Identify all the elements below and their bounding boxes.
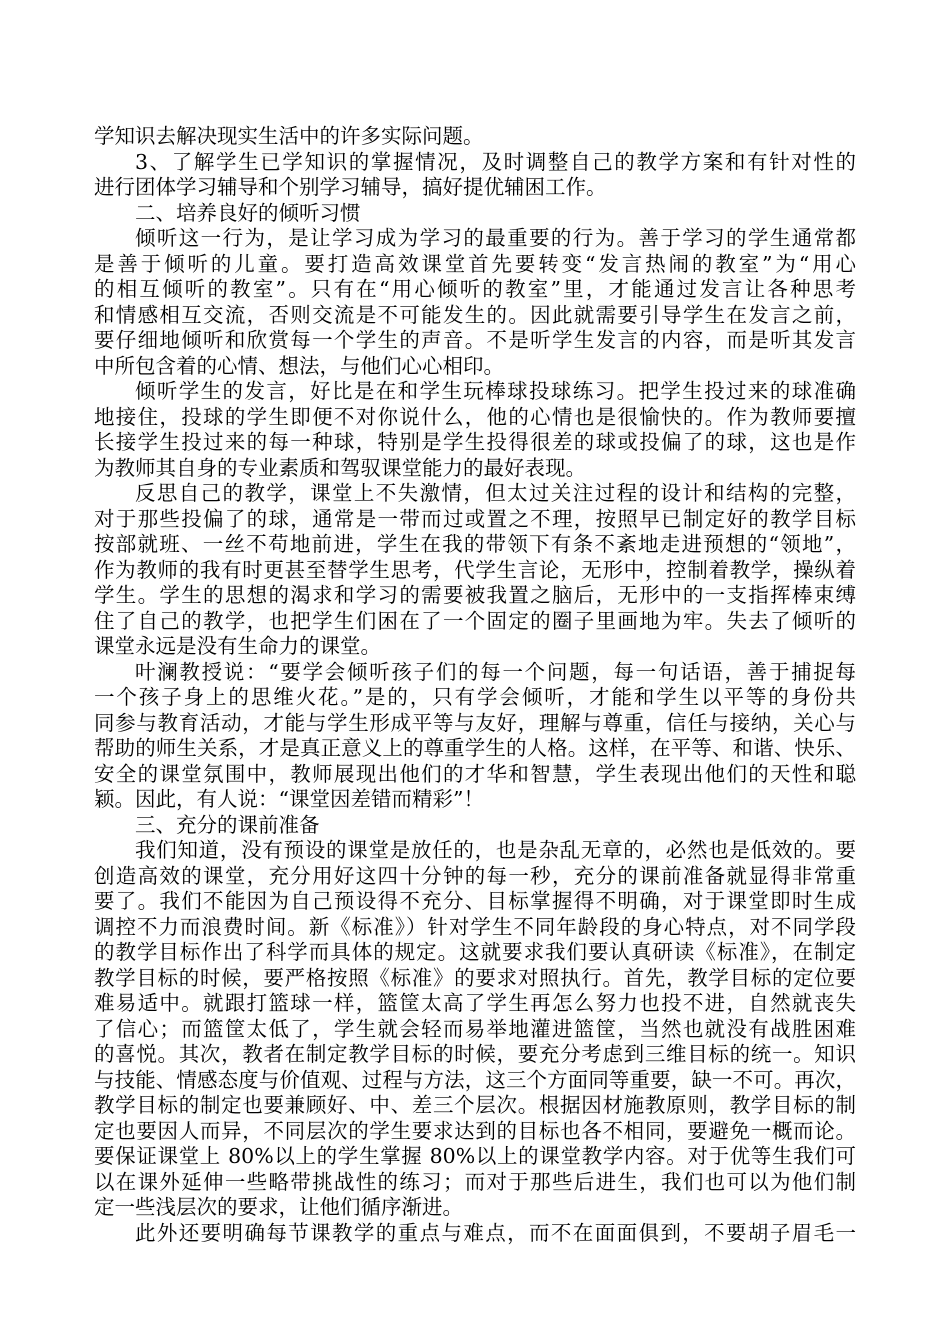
text-line: 颖。因此，有人说：“课堂因差错而精彩”！ [94, 787, 484, 811]
text-line: 地接住，投球的学生即便不对你说什么，他的心情也是很愉快的。作为教师要擅 [94, 404, 856, 429]
text-line: 要了。我们不能因为自己预设得不充分、目标掌握得不明确，对于课堂即时生成 [94, 889, 856, 913]
text-line: 按部就班、一丝不苟地前进，学生在我的带领下有条不紊地走进预想的“领地”， [94, 532, 856, 556]
text-line: 了信心；而篮筐太低了，学生就会轻而易举地灌进篮筐，当然也就没有战胜困难 [94, 1016, 856, 1041]
text-line: 与技能、情感态度与价值观、过程与方法，这三个方面同等重要，缺一不可。再次， [94, 1067, 856, 1092]
text-line: 同参与教育活动，才能与学生形成平等与友好，理解与尊重，信任与接纳，关心与 [94, 710, 856, 735]
text-line: 作为教师的我有时更甚至替学生思考，代学生言论，无形中，控制着教学，操纵着 [94, 557, 856, 582]
text-line: 长接学生投过来的每一种球，特别是学生投得很差的球或投偏了的球，这也是作 [94, 430, 856, 454]
text-line: 住了自己的教学，也把学生们困在了一个固定的圈子里画地为牢。失去了倾听的 [94, 608, 856, 633]
text-line: 定也要因人而异，不同层次的学生要求达到的目标也各不相同，要避免一概而论。 [94, 1118, 856, 1143]
text-line: 帮助的师生关系，才是真正意义上的尊重学生的人格。这样，在平等、和谐、快乐、 [94, 736, 856, 760]
text-line: 中所包含着的心情、想法，与他们心心相印。 [94, 353, 504, 378]
text-line: 学知识去解决现实生活中的许多实际问题。 [94, 124, 484, 148]
text-line: 定一些浅层次的要求，让他们循序渐进。 [94, 1195, 463, 1219]
document-body [94, 124, 856, 1246]
text-line: 调控不力而浪费时间。新《标准》）针对学生不同年龄段的身心特点，对不同学段 [94, 914, 856, 939]
text-line: 一个孩子身上的思维火花。”是的，只有学会倾听，才能和学生以平等的身份共 [94, 685, 856, 709]
text-line: 安全的课堂氛围中，教师展现出他们的才华和智慧，学生表现出他们的天性和聪 [94, 761, 856, 786]
text-line: 3、了解学生已学知识的掌握情况，及时调整自己的教学方案和有针对性的 [135, 149, 856, 174]
section-heading: 三、充分的课前准备 [135, 812, 320, 837]
text-line: 学生。学生的思想的渴求和学习的需要被我置之脑后，无形中的一支指挥棒束缚 [94, 583, 856, 607]
text-line: 要保证课堂上 80%以上的学生掌握 80%以上的课堂教学内容。对于优等生我们可 [94, 1144, 856, 1168]
text-line: 叶澜教授说：“要学会倾听孩子们的每一个问题，每一句话语，善于捕捉每 [135, 659, 856, 684]
text-line: 要仔细地倾听和欣赏每一个学生的声音。不是听学生发言的内容，而是听其发言 [94, 328, 856, 352]
text-line: 倾听这一行为，是让学习成为学习的最重要的行为。善于学习的学生通常都 [135, 226, 856, 250]
text-line: 和情感相互交流，否则交流是不可能发生的。因此就需要引导学生在发言之前， [94, 302, 856, 327]
text-line: 进行团体学习辅导和个别学习辅导，搞好提优辅困工作。 [94, 175, 607, 199]
text-line: 的教学目标作出了科学而具体的规定。这就要求我们要认真研读《标准》，在制定 [94, 940, 856, 964]
text-line: 我们知道，没有预设的课堂是放任的，也是杂乱无章的，必然也是低效的。要 [135, 838, 856, 862]
text-line: 教学目标的制定也要兼顾好、中、差三个层次。根据因材施教原则，教学目标的制 [94, 1093, 856, 1117]
text-line: 倾听学生的发言，好比是在和学生玩棒球投球练习。把学生投过来的球准确 [135, 379, 856, 403]
text-line: 创造高效的课堂，充分用好这四十分钟的每一秒，充分的课前准备就显得非常重 [94, 863, 856, 888]
text-line: 课堂永远是没有生命力的课堂。 [94, 634, 381, 658]
text-line: 以在课外延伸一些略带挑战性的练习；而对于那些后进生，我们也可以为他们制 [94, 1169, 856, 1194]
section-heading: 二、培养良好的倾听习惯 [135, 200, 361, 225]
text-line: 是善于倾听的儿童。要打造高效课堂首先要转变“发言热闹的教室”为“用心 [94, 251, 856, 276]
text-line: 此外还要明确每节课教学的重点与难点，而不在面面俱到，不要胡子眉毛一 [135, 1220, 856, 1245]
text-line: 的相互倾听的教室”。只有在“用心倾听的教室”里，才能通过发言让各种思考 [94, 277, 856, 301]
text-line: 对于那些投偏了的球，通常是一带而过或置之不理，按照早已制定好的教学目标 [94, 506, 856, 531]
text-line: 反思自己的教学，课堂上不失激情，但太过关注过程的设计和结构的完整， [135, 481, 856, 505]
text-line: 为教师其自身的专业素质和驾驭课堂能力的最好表现。 [94, 455, 586, 480]
text-line: 难易适中。就跟打篮球一样，篮筐太高了学生再怎么努力也投不进，自然就丧失 [94, 991, 856, 1015]
text-line: 的喜悦。其次，教者在制定教学目标的时候，要充分考虑到三维目标的统一。知识 [94, 1042, 856, 1066]
text-line: 教学目标的时候，要严格按照《标准》的要求对照执行。首先，教学目标的定位要 [94, 965, 856, 990]
